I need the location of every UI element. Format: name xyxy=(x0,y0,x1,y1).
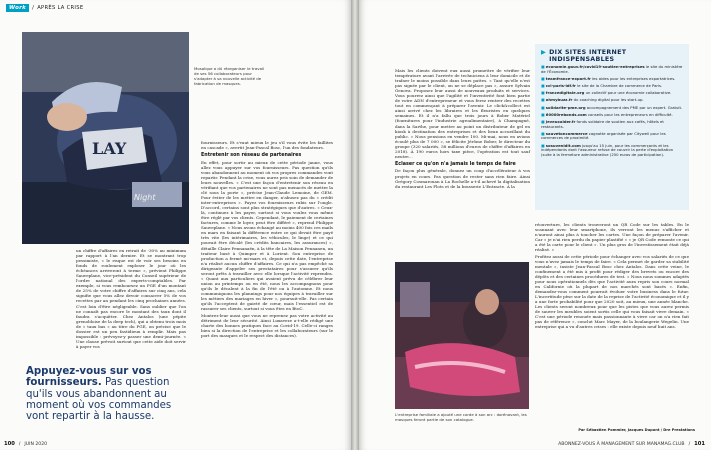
sidebar-item-link[interactable]: jeveuxaider.fr xyxy=(545,118,576,124)
sidebar-item-link[interactable]: sosuvenidit.com xyxy=(545,142,581,148)
sidebar-item-desc: le site du ministère de l'Économie. xyxy=(541,64,683,75)
subhead-projets: Eclaser ce qu'on n'a jamais le temps de faire xyxy=(395,161,516,167)
sidebar-item-link[interactable]: sauvetoncommerce xyxy=(545,130,588,136)
page-number: 101 xyxy=(694,441,705,447)
section-sep: / xyxy=(32,5,35,11)
sidebar-item-link[interactable]: teamfrance-export.fr xyxy=(545,76,591,82)
sidebar-item xyxy=(541,98,683,103)
pull-quote-bold: Appuyez-vous sur vos fournisseurs. xyxy=(26,366,152,389)
article-column-left-2 xyxy=(201,140,333,339)
sidebar-item-desc: le site de la Chambre de commerce de Paris. xyxy=(575,83,663,89)
sidebar-item xyxy=(541,120,683,130)
article-column-right-1 xyxy=(395,68,530,190)
brand-label: Work xyxy=(6,4,29,12)
pull-quote xyxy=(26,366,194,422)
sidebar-item-desc: jusqu'au 15 juin, pour les commerçants et les indépendants dont l'assureur refuse de couvrir la perte d'exploitation (suite à la fermeture administrative (250 euros de participation). xyxy=(541,142,674,158)
bullet-icon: ■ xyxy=(541,76,546,82)
right-footer xyxy=(558,441,705,447)
arrow-icon: ▶ xyxy=(541,49,547,56)
sidebar-item-desc: un collectif pour une économie collaborative. xyxy=(584,90,672,96)
bullet-icon: ■ xyxy=(541,90,546,96)
sidebar-item-desc: les aides pour les entreprises exportatrices. xyxy=(590,76,676,82)
paragraph: En effet, pour sortir au mieux de cette période jaune, vous allez vous appuyer sur vos fournisseurs. Pas question qu'ils vous abandonnent au moment où vos propres commandes vont repartir. Pendant la crise, vous aurez pris soin de demander de leurs nouvelles. « C'est une façon d'entretenir son réseau en vérifiant que vos partenaires ne sont pas menacés de mettre la clé sous la porte », précise Jean-Claude Lemoine, de GEM. Pour éviter de les mettre en danger, n'abusez pas du « crédit inter-entreprises ». Payez vos fournisseurs rubis sur l'ongle. D'accord, certains sont plus stratégiques que d'autres. « Ceux-là, continuez à les payer, surtout si vous voulez vous même être réglé par vos clients. Cependant, le paiement de certaines factures, comme le loyer, peut être différé », reprend Philippe Sauveplane. « Nous avons échangé au moins 400 fois ces mails en mars en faisant la différence entre ce qui devait être payé très vite (les intérimaires, les véhicules, le linge) et ce qui pouvait être décalé (les crédits bancaires, les assurances) », détaille Claire Pennanaën, à la tête de La Maison Pennanen, un traiteur basé à Quimper et à Lorient. Son entreprise de production a fermé mi-mars et, depuis cette date, l'entreprise n'a réalisé aucun chiffre d'affaires. Ce qui n'a pas empêché sa dirigeante d'appeler ses prestataires pour s'assurer qu'ils seront prêts à travailler avec elle lorsque l'activité reprendra. « Quant aux particuliers qui avaient prévu de célébrer leur union au printemps ou en été, nous les accompagnons pour qu'ils le décalent à la fin de l'été ou à l'automne. Et nous communiquons les plannings pour nos équipes à travailler sur les métiers des mariages en hiver », poursuit-elle. Pas certain qu'ils l'acceptent de gaieté de cœur, mais l'essentiel est de rassurer ses clients, surtout si vous êtes en BtoC. xyxy=(201,159,333,312)
bullet-icon: ■ xyxy=(541,83,546,89)
issue-date: JUIN 2020 xyxy=(24,441,48,447)
factory-photo xyxy=(395,262,529,409)
bullet-icon: ■ xyxy=(541,111,546,117)
sidebar-item-link[interactable]: francedigitale.org xyxy=(545,90,585,96)
sidebar-item xyxy=(541,84,683,89)
factory-photo-illustration xyxy=(395,262,529,409)
bullet-icon: ■ xyxy=(541,64,546,70)
left-page xyxy=(0,0,351,450)
sidebar-item xyxy=(541,65,683,75)
section-header xyxy=(6,4,83,12)
bullet-icon: ■ xyxy=(541,142,546,148)
photo-caption-factory: L'entreprise familiale a ajouté une corde à son arc : dorénavant, les masques feront partie de son catalogue. xyxy=(395,412,527,422)
svg-text:LAY: LAY xyxy=(92,139,127,158)
sidebar-item xyxy=(541,113,683,118)
svg-text:Night: Night xyxy=(134,193,156,202)
left-footer xyxy=(4,441,47,447)
photo-caption: Mosaïque a dû réorganiser le travail de ses 56 collaborateurs pour s'adapter à sa nouvelle activité de fabrication de masques. xyxy=(194,66,265,86)
footer-sep: / xyxy=(688,441,691,447)
photo-credits: Par Sébastien Pommier, Jacques Dupont / Dre Prestations xyxy=(578,428,695,432)
paragraph: De façon plus générale, donnez un coup d'accélérateur à vos projets en cours. Pas question de rester sans rien faire. Ainsi Grégory Cosmarouan à La Rochelle a-t-il achevé la digitalisation du restaurant Les Flots et de la brasserie L'Entracte. À la xyxy=(395,168,530,189)
paragraph: fournisseurs. Et s'vaut mieux le jeu s'il vous évite les faillites en cascade », avertit Jean-Pascal Bosc, l'un des fondateurs. xyxy=(201,140,333,151)
page-number: 100 xyxy=(4,441,15,447)
sidebar-item xyxy=(541,77,683,82)
paragraph: réouverture, les clients trouveront un QR Code sur les tables. En le scannant avec leur smartphone, ils verront les menus s'afficher et n'auront ainsi plus à toucher les cartes. Une façon de préparer l'avenir. Car « je n'ai rien perdu du papier plastifié » « je QR Code remonte ce qui a été la carte pour le client ». Un plus gros de l'investissement était déjà réalisé. » xyxy=(535,222,689,253)
sewing-photo xyxy=(22,32,189,244)
sidebar-item-desc: conseils pour les entrepreneurs en difficulté. xyxy=(586,111,673,117)
sites-sidebar xyxy=(535,44,689,210)
bullet-icon: ■ xyxy=(541,104,546,110)
right-page xyxy=(359,0,711,450)
sidebar-item-link[interactable]: cci-paris-idf.fr xyxy=(545,83,576,89)
section-label: APRÈS LA CRISE xyxy=(37,5,84,11)
subhead-partenaires: Entretenir son réseau de partenaires xyxy=(201,153,302,159)
sidebar-list xyxy=(541,65,683,158)
sidebar-item-link[interactable]: ohmybuzz.fr xyxy=(545,97,573,103)
spine xyxy=(351,0,359,450)
sidebar-item-link[interactable]: economie.gouv.fr/covid19-soutien-entreprises xyxy=(545,64,645,70)
bullet-icon: ■ xyxy=(541,130,546,136)
paragraph: Montrez-leur aussi que vous ne reprenez pas votre activité au détriment de leur sécurité. Ainsi Luxaveze a-t-elle rédigé une charte des bonnes pratiques face au Covid-19. Celle-ci ranges bien si la direction de l'entreprise et les collaborateurs (sur le port des masques et le respect des distances). xyxy=(201,312,333,338)
sidebar-item xyxy=(541,144,683,158)
paragraph: un chiffre d'affaires en retrait de -30% au minimum par rapport à l'an dernier. Et se montrant trop pessimiste, « le risque est de voir ses besoins en fonds de roulement exploser le jour où les échéances arriveront à terme », prévient Philippe Sauveplane, vice-président du Conseil supérieur de l'ordre national des experts-comptables. Par exemple, si vous remboursez un PGE d'un montant de 25% de votre chiffre d'affaires sur cinq ans, cela signifie que vous allez devoir consacrer 5% de vos recettes par an pendant les cinq prochaines années. C'est loin d'être négligeable. Sans oublier que l'on ne connaît pas encore le montant des taux dont il faudra s'acquitter. Chez Antalos (une pépite grenobloise de la deep tech), qui a obtenu trois mois de « taux bas » au titre du PGE, on précise que le dossier est un peu fastidieux à remplir. Mais pas impossible : prévoyez-y passer une demi-journée. « Une clause prévoit surtout que cette aide doit servir à payer vos xyxy=(76,248,186,349)
paragraph: Mais les clients doivent eux aussi promettre de vérifier leur température avant l'arrivée de techniciens à leur domicile et de traîner le moins possible dans leurs pattes. « Tant qu'elle n'est pas signée par le client, on ne se déplace pas », assure Sylvain Genova. Proposez leur aussi de nouveaux produits et services. Vous pourrez ainsi que l'agilité et l'inventivité font bien partie de votre ADN d'entrepreneur et vous ferez rentrer des recettes tout en commençant à préparer l'avenir. Le click&collect est ainsi arrivé chez les libraires et les fleuristes en quelques semaines. Et il n'a fallu que trois jours à Bober Matériel (fournitures pour l'industrie agroalimentaire), à Champagné, dans la Sarthe, pour mettre au point un distributeur de gel en kiosk à destination des entreprises et des lieux accueillant du public. « Nous pensions en vendre 100. Mi-mai, nous en avions écoulé plus de 7 000 », se félicite Jérôme Bober, le directeur du groupe (320 salariés, 58 millions d'euros de chiffre d'affaires en 2018). À 190 euros hors taxe pièce, l'opération est tout sauf neutre… xyxy=(395,68,530,159)
sidebar-item xyxy=(541,132,683,142)
sidebar-item-link[interactable]: solidarite-pme.org xyxy=(545,104,586,110)
sidebar-title: ▶ DIX SITES INTERNET INDISPENSABLES xyxy=(541,49,627,63)
article-column-right-2 xyxy=(535,222,689,331)
paragraph: Profitez aussi de cette période pour échanger avec vos salariés de ce que vous n'avez jamais le temps de faire. « Cela permet de garder sa stabilité mentale », insiste Jean-Pascal Bosc chez Antalos. Dans cette veine, le confinement a été mis à profit pour rédiger des brevets ou encore des dépôts et des certaines procédures de test. « Nous nous sommes adaptés pour nous opérationnels dès que l'activité aura repris son cours normal en Californie où la plupart de nos marchés sont basés ». Enfin, demandez-vous comment pourrait évoluer votre business dans le futur. L'incertitude pèse sur la date de la reprise de l'activité économique et il y a une forte probabilité pour que 2020 soit, au mieux, une année blanche. Les clients seront nombreux pour que les pistes que vous aurez permis de sauver les meubles soient sortis celle qui vous faisait vivre demain. « C'est une période renouée mais passionnante à vivre car on n'a rien fait pas de référence », conclut Marc Mayer, de la boulangerie Wegelin. Une entreprise qui a vu d'autres crises : elle existe depuis neuf huit ans. xyxy=(535,253,689,330)
footer-tagline: ABONNEZ-VOUS À MANAGEMENT SUR MANAMAG.CLUB xyxy=(558,441,685,447)
bullet-icon: ■ xyxy=(541,118,546,124)
sidebar-item-desc: accompagnement des PME par un expert. Gratuit. xyxy=(585,104,683,110)
footer-sep: / xyxy=(18,441,21,447)
sidebar-item-desc: cagnotte organisée par Citywell pour les commerces de proximité. xyxy=(541,130,666,141)
sidebar-item-desc: fonds solidaire de soutien aux cafés, hôtels et restaurants. xyxy=(541,118,664,129)
pull-quote-text: Pas question qu'ils vous abandonnent au moment où vos commandes vont repartir à la hausse. xyxy=(26,377,172,423)
sidebar-item-link[interactable]: 60000rebonds.com xyxy=(545,111,587,117)
sidebar-item xyxy=(541,91,683,96)
article-column-left-1 xyxy=(76,248,186,350)
sewing-photo-illustration xyxy=(22,32,189,244)
bullet-icon: ■ xyxy=(541,97,546,103)
sidebar-item-desc: du coaching digital pour les start-up. xyxy=(572,97,644,103)
sidebar-item xyxy=(541,106,683,111)
